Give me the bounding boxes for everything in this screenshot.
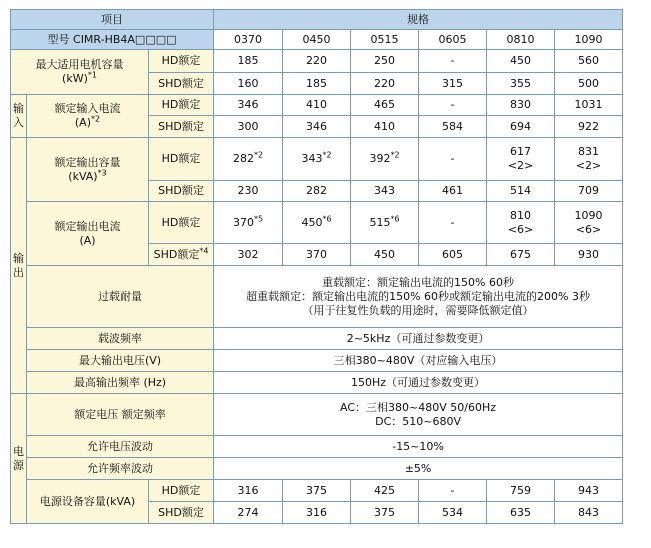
- section-output: 输出: [11, 138, 27, 394]
- output-capacity-hd-value: 282$^{*2}$: [214, 138, 283, 181]
- input-hd-label: HD额定: [149, 95, 214, 116]
- power-capacity-shd-label: SHD额定: [149, 502, 214, 524]
- output-capacity-hd-value: 392$^{*2}$: [351, 138, 419, 181]
- motor-hd-label: HD额定: [149, 50, 214, 73]
- max-voltage-value: 三相380~480V（对应输入电压）: [214, 350, 623, 372]
- output-capacity-hd-value: 343$^{*2}$: [283, 138, 351, 181]
- voltage-fluct-label: 允许电压波动: [27, 436, 214, 458]
- header-spec: 规格: [214, 10, 623, 30]
- input-hd-value: -: [419, 95, 487, 116]
- freq-fluct-label: 允许频率波动: [27, 458, 214, 480]
- motor-unit: (kW): [62, 72, 88, 85]
- overload-line3: （用于往复性负载的用途时，需要降低额定值）: [302, 303, 534, 317]
- motor-label: [11, 50, 149, 95]
- output-capacity-label-line1: 额定输出容量: [54, 155, 121, 169]
- overload-label: 过载耐量: [27, 266, 214, 328]
- input-shd-value: 584: [419, 116, 487, 138]
- output-current-shd-value: 370: [283, 244, 351, 266]
- power-capacity-shd-value: 534: [419, 502, 487, 524]
- max-freq-label: 最高输出频率 (Hz): [27, 372, 214, 394]
- motor-shd-label: SHD额定: [149, 73, 214, 95]
- output-capacity-note: *3: [97, 167, 107, 177]
- motor-label-line2: [11, 72, 148, 86]
- motor-shd-value: 160: [214, 73, 283, 95]
- max-freq-value: 150Hz（可通过参数变更）: [214, 372, 623, 394]
- max-freq-row: [11, 372, 623, 394]
- output-current-label-line1: 额定输出电流: [54, 219, 121, 233]
- power-capacity-hd-value: 375: [283, 480, 351, 502]
- spec-table: [10, 9, 623, 524]
- power-capacity-shd-value: 375: [351, 502, 419, 524]
- output-current-hd-value: 370$^{*5}$: [214, 202, 283, 244]
- output-current-shd-value: 302: [214, 244, 283, 266]
- motor-hd-value: 250: [351, 50, 419, 73]
- power-capacity-hd-value: 425: [351, 480, 419, 502]
- output-capacity-hd-row: [11, 138, 623, 181]
- output-current-shd-value: 450: [351, 244, 419, 266]
- output-current-shd-note: *4: [199, 245, 209, 255]
- output-current-shd-value: 930: [555, 244, 623, 266]
- voltage-fluct-row: [11, 436, 623, 458]
- output-current-hd-value: 810 <6>: [487, 202, 555, 244]
- max-voltage-row: [11, 350, 623, 372]
- output-current-hd-value: -: [419, 202, 487, 244]
- freq-fluct-value: ±5%: [214, 458, 623, 480]
- output-capacity-shd-value: 230: [214, 181, 283, 202]
- output-current-label: [27, 202, 149, 266]
- input-current-label: [27, 95, 149, 138]
- input-shd-value: 300: [214, 116, 283, 138]
- input-hd-value: 1031: [555, 95, 623, 116]
- power-capacity-hd-value: -: [419, 480, 487, 502]
- section-power: 电源: [11, 394, 27, 524]
- model-label: 型号 CIMR-HB4A□□□□: [11, 30, 214, 50]
- output-current-shd-value: 605: [419, 244, 487, 266]
- power-capacity-shd-value: 843: [555, 502, 623, 524]
- output-capacity-label-line2: [27, 167, 148, 184]
- carrier-row: [11, 328, 623, 350]
- output-capacity-label: [27, 138, 149, 202]
- section-input: 输入: [11, 95, 27, 138]
- output-capacity-hd-label: HD额定: [149, 138, 214, 181]
- power-capacity-hd-row: [11, 480, 623, 502]
- output-capacity-hd-value: -: [419, 138, 487, 181]
- rated-voltage-line1: AC：三相380~480V 50/60Hz: [340, 400, 497, 414]
- spec-table-container: [10, 9, 623, 524]
- overload-line1: 重载额定：额定输出电流的150% 60秒: [322, 275, 515, 289]
- input-hd-row: [11, 95, 623, 116]
- motor-shd-value: 185: [283, 73, 351, 95]
- power-capacity-label: 电源设备容量(kVA): [27, 480, 149, 524]
- power-capacity-hd-value: 316: [214, 480, 283, 502]
- input-shd-value: 346: [283, 116, 351, 138]
- output-current-hd-row: [11, 202, 623, 244]
- output-capacity-hd-value: 617 <2>: [487, 138, 555, 181]
- output-capacity-shd-value: 709: [555, 181, 623, 202]
- input-current-unit: (A): [74, 116, 91, 129]
- input-hd-value: 465: [351, 95, 419, 116]
- motor-shd-value: 355: [487, 73, 555, 95]
- input-shd-value: 410: [351, 116, 419, 138]
- power-capacity-hd-value: 759: [487, 480, 555, 502]
- motor-shd-value: 220: [351, 73, 419, 95]
- motor-shd-value: 500: [555, 73, 623, 95]
- input-shd-value: 922: [555, 116, 623, 138]
- output-current-hd-value: 1090 <6>: [555, 202, 623, 244]
- output-capacity-shd-value: 343: [351, 181, 419, 202]
- power-capacity-shd-value: 316: [283, 502, 351, 524]
- input-shd-label: SHD额定: [149, 116, 214, 138]
- input-hd-value: 410: [283, 95, 351, 116]
- carrier-value: 2~5kHz（可通过参数变更）: [214, 328, 623, 350]
- output-capacity-shd-value: 514: [487, 181, 555, 202]
- output-capacity-hd-value: 831 <2>: [555, 138, 623, 181]
- output-capacity-shd-label: SHD额定: [149, 181, 214, 202]
- rated-voltage-row: [11, 394, 623, 436]
- motor-shd-value: 315: [419, 73, 487, 95]
- motor-hd-value: 185: [214, 50, 283, 73]
- output-capacity-unit: (kVA): [68, 169, 98, 183]
- model-code: 0370: [214, 30, 283, 50]
- power-capacity-hd-value: 943: [555, 480, 623, 502]
- rated-voltage-value: [214, 394, 623, 436]
- input-current-note: *2: [91, 114, 101, 124]
- carrier-label: 载波频率: [27, 328, 214, 350]
- output-current-shd-label: SHD额定$^{*4}$: [149, 244, 214, 266]
- output-capacity-shd-value: 461: [419, 181, 487, 202]
- motor-hd-value: 220: [283, 50, 351, 73]
- model-code: 1090: [555, 30, 623, 50]
- model-code: 0450: [283, 30, 351, 50]
- output-capacity-shd-value: 282: [283, 181, 351, 202]
- model-code: 0605: [419, 30, 487, 50]
- motor-hd-row: [11, 50, 623, 73]
- rated-voltage-line2: DC：510~680V: [375, 414, 461, 428]
- freq-fluct-row: [11, 458, 623, 480]
- rated-voltage-label: 额定电压 额定频率: [27, 394, 214, 436]
- input-shd-value: 694: [487, 116, 555, 138]
- output-current-hd-value: 515$^{*6}$: [351, 202, 419, 244]
- output-current-shd-value: 675: [487, 244, 555, 266]
- overload-line2: 超重载额定：额定输出电流的150% 60秒或额定输出电流的200% 3秒: [246, 289, 590, 303]
- model-row: [11, 30, 623, 50]
- input-current-label-line2: [27, 116, 148, 130]
- input-hd-value: 830: [487, 95, 555, 116]
- input-hd-value: 346: [214, 95, 283, 116]
- motor-hd-value: 560: [555, 50, 623, 73]
- power-capacity-hd-label: HD额定: [149, 480, 214, 502]
- voltage-fluct-value: -15~10%: [214, 436, 623, 458]
- motor-note: *1: [87, 70, 97, 80]
- model-code: 0515: [351, 30, 419, 50]
- overload-row: [11, 266, 623, 328]
- max-voltage-label: 最大输出电压(V): [27, 350, 214, 372]
- motor-hd-value: 450: [487, 50, 555, 73]
- motor-hd-value: -: [419, 50, 487, 73]
- output-current-label-line2: (A): [79, 233, 96, 247]
- overload-value: [214, 266, 623, 328]
- power-capacity-shd-value: 274: [214, 502, 283, 524]
- header-row: [11, 10, 623, 30]
- motor-label-line1: 最大适用电机容量: [35, 58, 124, 71]
- model-code: 0810: [487, 30, 555, 50]
- header-item: 项目: [11, 10, 214, 30]
- input-current-label-line1: 额定输入电流: [54, 102, 121, 115]
- power-capacity-shd-value: 635: [487, 502, 555, 524]
- output-current-hd-value: 450$^{*6}$: [283, 202, 351, 244]
- output-current-hd-label: HD额定: [149, 202, 214, 244]
